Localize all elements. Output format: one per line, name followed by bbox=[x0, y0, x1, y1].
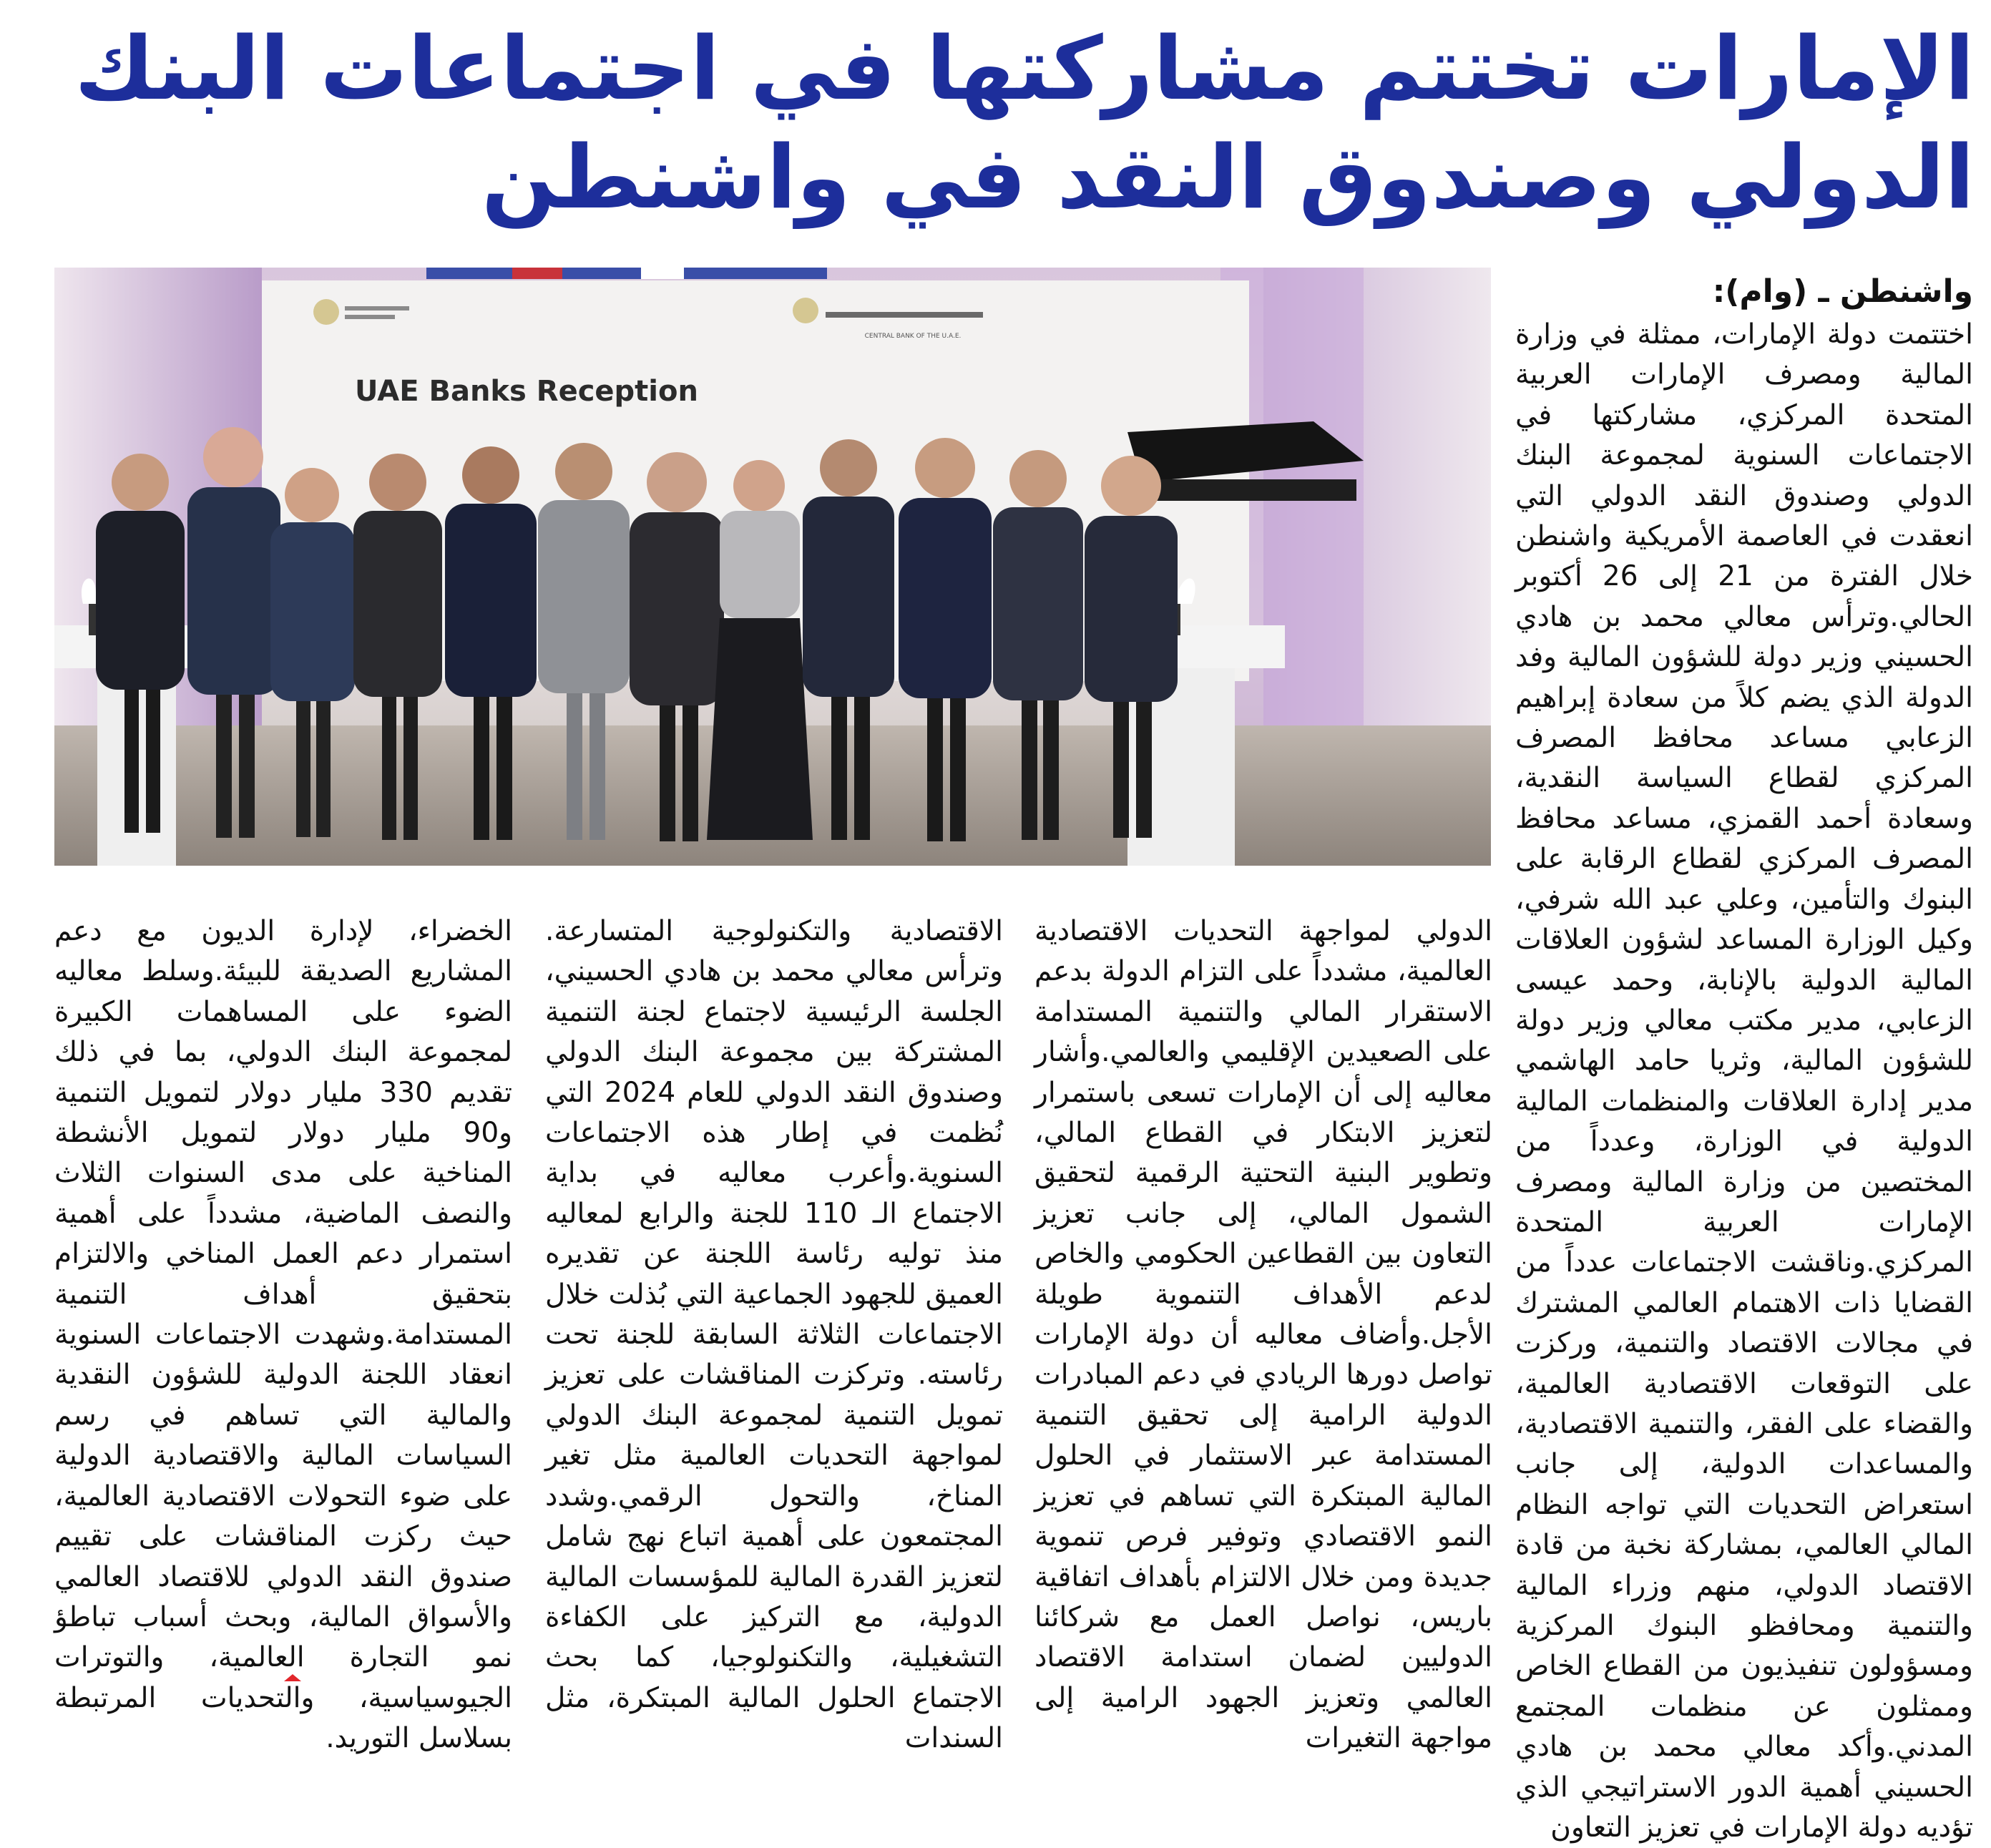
article-column-4: الخضراء، لإدارة الديون مع دعم المشاريع الصديقة للبيئة.وسلط معاليه الضوء على المساهمات الكبيرة لمجموعة البنك الدولي، بما في ذلك تقديم 330 مليار دولار لتمويل التنمية و90 مليار دولار لتمويل الأنشطة المناخية على مدى السنوات الثلاث والنصف الماضية، مشدداً على أهمية استمرار دعم العمل المناخي والالتزام بتحقيق أهداف التنمية المستدامة.وشهدت الاجتماعات السنوية انعقاد اللجنة الدولية للشؤون النقدية والمالية التي تساهم في رسم السياسات المالية والاقتصادية الدولية على ضوء التحولات الاقتصادية العالمية، حيث ركزت المناقشات على تقييم صندوق النقد الدولي للاقتصاد العالمي والأسواق المالية، وبحث أسباب تباطؤ نمو التجارة العالمية، والتوترات الجيوسياسية، والتحديات المرتبطة بسلاسل التوريد. bbox=[54, 915, 512, 1755]
page-corner-mark bbox=[283, 1673, 303, 1683]
article-column-3: الاقتصادية والتكنولوجية المتسارعة. وترأس معالي محمد بن هادي الحسيني، الجلسة الرئيسية لاجتماع لجنة التنمية المشتركة بين مجموعة البنك الدولي وصندوق النقد الدولي للعام 2024 التي نُظمت في إطار هذه الاجتماعات السنوية.وأعرب معاليه في بداية الاجتماع الـ 110 للجنة والرابع لمعاليه منذ توليه رئاسة اللجنة عن تقديره العميق للجهود الجماعية التي بُذلت خلال الاجتماعات الثلاثة السابقة للجنة تحت رئاسته. وتركزت المناقشات على تعزيز تمويل التنمية لمجموعة البنك الدولي لمواجهة التحديات العالمية مثل تغير المناخ، والتحول الرقمي.وشدد المجتمعون على أهمية اتباع نهج شامل لتعزيز القدرة المالية للمؤسسات المالية الدولية، مع التركيز على الكفاءة التشغيلية، والتكنولوجيا، كما بحث الاجتماع الحلول المالية المبتكرة، مثل السندات bbox=[545, 915, 1004, 1755]
dateline: واشنطن ـ (وام): bbox=[1712, 273, 1973, 310]
article-column-1: اختتمت دولة الإمارات، ممثلة في وزارة المالية ومصرف الإمارات العربية المتحدة المركزي، مشاركتها في الاجتماعات السنوية لمجموعة البنك الدولي وصندوق النقد الدولي التي انعقدت في العاصمة الأمريكية واشنطن خلال الفترة من 21 إلى 26 أكتوبر الحالي.وترأس معالي محمد بن هادي الحسيني وزير دولة للشؤون المالية وفد الدولة الذي يضم كلاً من سعادة إبراهيم الزعابي مساعد محافظ المصرف المركزي لقطاع السياسة النقدية، وسعادة أحمد القمزي، مساعد محافظ المصرف المركزي لقطاع الرقابة على البنوك والتأمين، وعلي عبد الله شرفي، وكيل الوزارة المساعد لشؤون العلاقات المالية الدولية بالإنابة، وحمد عيسى الزعابي، مدير مكتب معالي وزير دولة للشؤون المالية، وثريا حامد الهاشمي مدير إدارة العلاقات والمنظمات المالية الدولية في الوزارة، وعدداً من المختصين من وزارة المالية ومصرف الإمارات العربية المتحدة المركزي.وناقشت الاجتماعات عدداً من القضايا ذات الاهتمام العالمي المشترك في مجالات الاقتصاد والتنمية، وركزت على التوقعات الاقتصادية العالمية، والقضاء على الفقر، والتنمية الاقتصادية، والمساعدات الدولية، إلى جانب استعراض التحديات التي تواجه النظام المالي العالمي، بمشاركة نخبة من قادة الاقتصاد الدولي، منهم وزراء المالية والتنمية ومحافظو البنوك المركزية ومسؤولون تنفيذيون من القطاع الخاص وممثلون عن منظمات المجتمع المدني.وأكد معالي محمد بن هادي الحسيني أهمية الدور الاستراتيجي الذي تؤديه دولة الإمارات في تعزيز التعاون bbox=[1515, 318, 1973, 1844]
banner-title: UAE Banks Reception bbox=[355, 375, 698, 408]
headline: الإمارات تختتم مشاركتها في اجتماعات البنك الدولي وصندوق النقد في واشنطن bbox=[74, 18, 1975, 228]
banner-logo-caption: CENTRAL BANK OF THE U.A.E. bbox=[864, 333, 962, 340]
article-column-2: الدولي لمواجهة التحديات الاقتصادية العالمية، مشدداً على التزام الدولة بدعم الاستقرار المالي والتنمية المستدامة على الصعيدين الإقليمي والعالمي.وأشار معاليه إلى أن الإمارات تسعى باستمرار لتعزيز الابتكار في القطاع المالي، وتطوير البنية التحتية الرقمية لتحقيق الشمول المالي، إلى جانب تعزيز التعاون بين القطاعين الحكومي والخاص لدعم الأهداف التنموية طويلة الأجل.وأضاف معاليه أن دولة الإمارات تواصل دورها الريادي في دعم المبادرات الدولية الرامية إلى تحقيق التنمية المستدامة عبر الاستثمار في الحلول المالية المبتكرة التي تساهم في تعزيز النمو الاقتصادي وتوفير فرص تنموية جديدة ومن خلال الالتزام بأهداف اتفاقية باريس، نواصل العمل مع شركائنا الدوليين لضمان استدامة الاقتصاد العالمي وتعزيز الجهود الرامية إلى مواجهة التغيرات bbox=[1034, 915, 1492, 1755]
article-photo bbox=[54, 268, 1491, 866]
